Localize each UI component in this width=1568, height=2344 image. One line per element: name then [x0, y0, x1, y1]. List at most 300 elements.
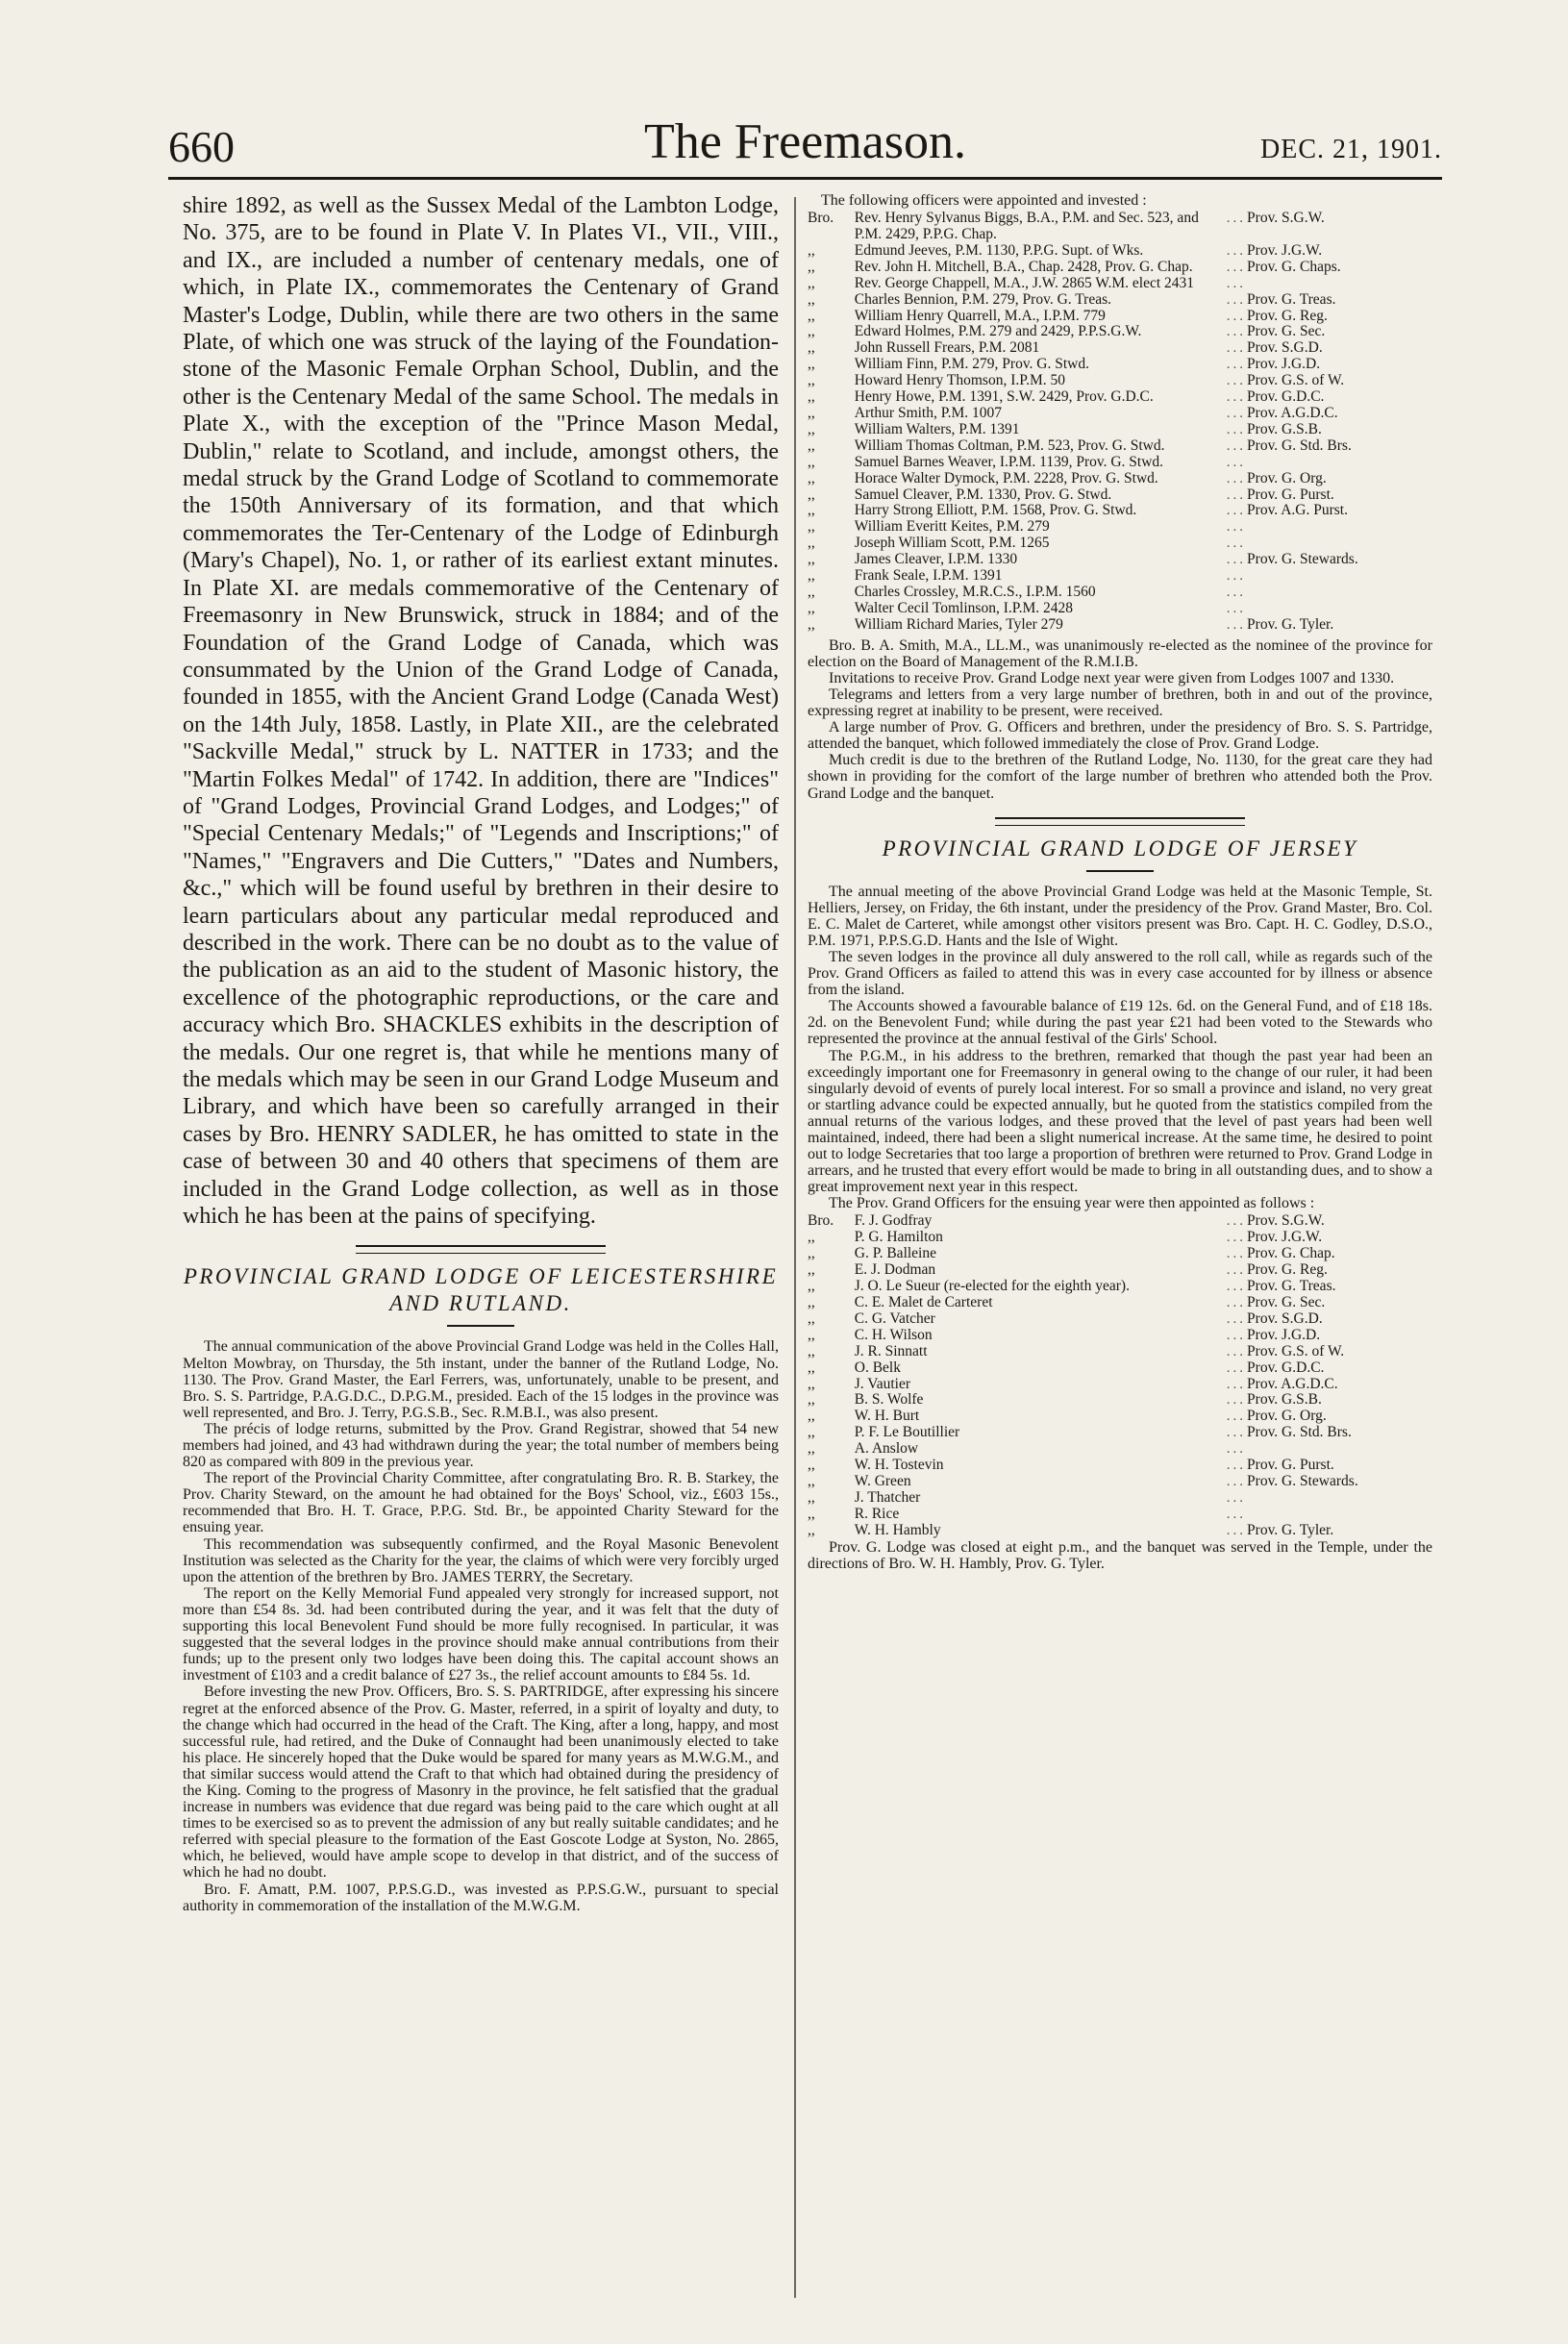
officer-row	[808, 1295, 1432, 1311]
officer-name: Samuel Cleaver, P.M. 1330, Prov. G. Stwd.	[854, 486, 1112, 503]
jersey-heading	[808, 835, 1432, 862]
officer-prefix: ,,	[808, 469, 815, 486]
officer-dots	[1226, 389, 1247, 406]
officers-intro: The following officers were appointed and invested :	[821, 192, 1147, 209]
officer-dots	[1226, 260, 1247, 276]
officer-row	[808, 455, 1432, 471]
officer-dots	[1226, 422, 1247, 438]
leader-dots: ...	[1226, 1262, 1246, 1279]
leader-dots: ...	[1226, 242, 1246, 259]
leader-dots: ...	[1226, 373, 1246, 389]
closing-paragraph: Much credit is due to the brethren of the Rutland Lodge, No. 1130, for the great care they had shown in providing for the comfort of the large number of brethren who attended both the Prov. Grand Lodge and the banquet.	[808, 752, 1432, 802]
officer-name: Charles Crossley, M.R.C.S., I.P.M. 1560	[854, 583, 1096, 600]
officer-row	[808, 601, 1432, 617]
leader-dots: ...	[1226, 1409, 1246, 1425]
officer-dots	[1226, 1377, 1247, 1393]
officer-dots	[1226, 1311, 1247, 1328]
officer-dots	[1226, 519, 1247, 536]
officer-name: J. Vautier	[854, 1375, 911, 1392]
jersey-article	[808, 884, 1432, 1212]
leader-dots: ...	[1226, 357, 1246, 373]
leader-dots: ...	[1226, 1458, 1246, 1474]
officer-name: C. H. Wilson	[854, 1326, 933, 1343]
officer-dots	[1226, 503, 1247, 519]
officer-row	[808, 324, 1432, 340]
officer-dots	[1226, 1279, 1247, 1295]
officer-office: Prov. G. Chaps.	[1247, 258, 1341, 275]
officer-row	[808, 1377, 1432, 1393]
officer-prefix: ,,	[808, 1440, 815, 1458]
officer-office: Prov. J.G.D.	[1247, 356, 1321, 373]
issue-date: DEC. 21, 1901.	[1260, 135, 1442, 164]
leader-dots: ...	[1226, 437, 1246, 454]
jersey-paragraph: The Accounts showed a favourable balance of £19 12s. 6d. on the General Fund, and of £18 18s. 2d. on the Benevolent Fund; while during the past year £21 had been voted to the Stewards who represented the province at the annual festival of the Girls' School.	[808, 998, 1432, 1048]
officer-office: Prov. A.G. Purst.	[1247, 502, 1348, 519]
leader-dots: ...	[1226, 503, 1246, 519]
officer-dots	[1226, 471, 1247, 487]
officer-prefix: ,,	[808, 567, 815, 585]
jersey-paragraph: The seven lodges in the province all duly answered to the roll call, while as regards such of the Prov. Grand Officers as failed to attend this was in every case accounted for by illness or absence from the island.	[808, 948, 1432, 999]
officer-name: F. J. Godfray	[854, 1212, 933, 1230]
leicester-paragraph: The report on the Kelly Memorial Fund appealed very strongly for increased support, not more than £54 8s. 3d. had been contributed during the year, and it was felt that the duty of supporting this local Benevolent Fund should be more fully recognised. In particular, it was suggested that the several lodges in the province should make annual contributions from their funds; up to the present only two lodges have been doing this. The capital account shows an investment of £103 and a credit balance of £27 3s., the relief account amounts to £84 5s. 1d.	[183, 1584, 779, 1684]
officer-row	[808, 1409, 1432, 1425]
leicester-closing	[808, 637, 1432, 802]
officer-office: Prov. G. Treas.	[1247, 1278, 1336, 1295]
officer-prefix: ,,	[808, 1229, 815, 1246]
officer-name: William Thomas Coltman, P.M. 523, Prov. G. Stwd.	[854, 436, 1165, 454]
officer-row	[808, 389, 1432, 406]
jersey-closing	[808, 1539, 1432, 1572]
officer-name: John Russell Frears, P.M. 2081	[854, 339, 1040, 357]
officer-dots	[1226, 536, 1247, 552]
officer-office: Prov. G. Org.	[1247, 469, 1327, 486]
officer-dots	[1226, 1360, 1247, 1377]
officer-row	[808, 292, 1432, 309]
officer-office	[1247, 536, 1432, 552]
officer-prefix: ,,	[808, 615, 815, 633]
closing-paragraph: Bro. B. A. Smith, M.A., LL.M., was unanimously re-elected as the nominee of the province for election on the Board of Management of the R.M.I.B.	[808, 636, 1432, 670]
officer-row	[808, 1458, 1432, 1474]
officer-office: Prov. A.G.D.C.	[1247, 1375, 1338, 1392]
officer-name: Rev. John H. Mitchell, B.A., Chap. 2428, Prov. G. Chap.	[854, 258, 1193, 275]
officer-dots	[1226, 487, 1247, 504]
officer-office: Prov. G. Reg.	[1247, 307, 1328, 324]
heading-underline	[1086, 870, 1154, 872]
leader-dots: ...	[1226, 1230, 1246, 1246]
officer-prefix: ,,	[808, 258, 815, 275]
officer-row	[808, 1344, 1432, 1360]
officer-office: Prov. A.G.D.C.	[1247, 404, 1338, 421]
leader-dots: ...	[1226, 568, 1246, 585]
officer-office: Prov. G. Std. Brs.	[1247, 436, 1352, 454]
section-separator	[995, 817, 1245, 826]
officer-prefix: ,,	[808, 241, 815, 259]
officer-row	[808, 552, 1432, 568]
officer-office: Prov. G. Tyler.	[1247, 615, 1334, 633]
officer-name: Howard Henry Thomson, I.P.M. 50	[854, 372, 1066, 389]
officer-dots	[1226, 1441, 1247, 1458]
leader-dots: ...	[1226, 291, 1246, 308]
officer-office: Prov. G.S.B.	[1247, 1391, 1322, 1409]
officer-name: J. O. Le Sueur (re-elected for the eighth year).	[854, 1278, 1130, 1295]
officer-name: Walter Cecil Tomlinson, I.P.M. 2428	[854, 599, 1074, 616]
officer-office	[1247, 1441, 1432, 1458]
leader-dots: ...	[1226, 1295, 1246, 1310]
officer-office	[1247, 568, 1432, 585]
officer-name: C. G. Vatcher	[854, 1309, 935, 1327]
officer-office: Prov. S.G.W.	[1247, 1212, 1325, 1230]
officer-office: Prov. G.D.C.	[1247, 388, 1325, 406]
leader-dots: ...	[1226, 1213, 1246, 1230]
officer-prefix: ,,	[808, 502, 815, 519]
leader-dots: ...	[1226, 519, 1246, 536]
officer-office: Prov. G. Reg.	[1247, 1261, 1328, 1279]
officer-dots	[1226, 585, 1247, 601]
leicester-heading-line-1: PROVINCIAL GRAND LODGE OF LEICESTERSHIRE	[183, 1264, 779, 1289]
leicester-heading-line-2: AND RUTLAND.	[389, 1291, 572, 1316]
officer-row	[808, 406, 1432, 422]
officer-prefix: ,,	[808, 1521, 815, 1538]
officer-name: J. Thatcher	[854, 1488, 921, 1506]
officer-row	[808, 357, 1432, 373]
officer-name: W. H. Burt	[854, 1408, 920, 1425]
continuation-paragraph: shire 1892, as well as the Sussex Medal of the Lambton Lodge, No. 375, are to be found in Plate V. In Plates VI., VII., VIII., and IX., are included a number of centenary medals, one of which, in Plate IX., commemorates the Centenary of Grand Master's Lodge, Dublin, while there are two others in the same Plate, of which one was struck of the laying of the Foundation-stone of the Masonic Female Orphan School, Dublin, and the other is the Centenary Medal of the same School. The medals in Plate X., with the exception of the "Prince Mason Medal, Dublin," relate to Scotland, and include, amongst others, the medal struck by the Grand Lodge of Scotland to commemorate the 150th Anniversary of its formation, and that which commemorates the Ter-Centenary of the Lodge of Edinburgh (Mary's Chapel), No. 1, or rather of its earliest extant minutes. In Plate XI. are medals commemorative of the Centenary of Freemasonry in New Brunswick, struck in 1884; and of the Foundation of the Grand Lodge of Canada, which was consummated by the Union of the Grand Lodge of Canada, founded in 1855, with the Ancient Grand Lodge (Canada West) on the 14th July, 1858. Lastly, in Plate XII., are the celebrated "Sackville Medal," struck by L. NATTER in 1733; and the "Martin Folkes Medal" of 1742. In addition, there are "Indices" of "Grand Lodges, Provincial Grand Lodges, and Lodges;" of "Special Centenary Medals;" of "Legends and Inscriptions;" of "Names," "Engravers and Die Cutters," "Dates and Numbers, &c.," which will be found useful by brethren in their desire to learn particulars about any particular medal reproduced and described in the work. There can be no doubt as to the value of the publication as an aid to the student of Masonic history, the excellence of the photographic reproductions, or the care and accuracy which Bro. SHACKLES exhibits in the description of the medals. Our one regret is, that while he mentions many of the medals which may be seen in our Grand Lodge Museum and Library, and which have been so carefully arranged in their cases by Bro. HENRY SADLER, he has omitted to state in the case of between 30 and 40 others that specimens of them are included in the Grand Lodge collection, as well as in those which he has been at the pains of specifying.	[183, 193, 779, 1230]
leader-dots: ...	[1226, 324, 1246, 340]
leader-dots: ...	[1226, 1425, 1246, 1441]
officer-prefix: ,,	[808, 1309, 815, 1327]
officer-name: Rev. George Chappell, M.A., J.W. 2865 W.M. elect 2431	[854, 274, 1195, 291]
leader-dots: ...	[1226, 600, 1246, 616]
officer-row	[808, 243, 1432, 260]
officer-name: W. H. Tostevin	[854, 1457, 944, 1474]
officer-prefix: ,,	[808, 307, 815, 324]
officer-office: Prov. G.S. of W.	[1247, 1342, 1345, 1359]
officer-row	[808, 438, 1432, 455]
officer-office: Prov. G.S.B.	[1247, 420, 1322, 437]
jersey-paragraph: The Prov. Grand Officers for the ensuing year were then appointed as follows :	[829, 1195, 1315, 1212]
officer-name: B. S. Wolfe	[854, 1391, 924, 1409]
closing-paragraph: A large number of Prov. G. Officers and brethren, under the presidency of Bro. S. S. Partridge, attended the banquet, which followed immediately the close of Prov. Grand Lodge.	[808, 719, 1432, 753]
officer-prefix: ,,	[808, 420, 815, 437]
officer-row	[808, 1246, 1432, 1262]
leader-dots: ...	[1226, 259, 1246, 275]
officer-office: Prov. G. Sec.	[1247, 323, 1326, 340]
officer-office: Prov. G. Sec.	[1247, 1294, 1326, 1310]
leader-dots: ...	[1226, 536, 1246, 552]
officer-row	[808, 1441, 1432, 1458]
officer-prefix: ,,	[808, 1245, 815, 1262]
officer-prefix: ,,	[808, 436, 815, 454]
officer-name: Samuel Barnes Weaver, I.P.M. 1139, Prov. G. Stwd.	[854, 453, 1164, 470]
officer-name: J. R. Sinnatt	[854, 1342, 928, 1359]
officer-dots	[1226, 1344, 1247, 1360]
officer-dots	[1226, 601, 1247, 617]
officer-name: Horace Walter Dymock, P.M. 2228, Prov. G. Stwd.	[854, 469, 1158, 486]
officer-prefix: ,,	[808, 1472, 815, 1489]
officer-office: Prov. J.G.D.	[1247, 1326, 1321, 1343]
officer-name: James Cleaver, I.P.M. 1330	[854, 551, 1018, 568]
officer-name: Charles Bennion, P.M. 279, Prov. G. Treas.	[854, 290, 1111, 308]
officer-dots	[1226, 1425, 1247, 1441]
officer-row	[808, 260, 1432, 276]
officer-office	[1247, 1507, 1432, 1523]
leader-dots: ...	[1226, 470, 1246, 486]
officer-office: Prov. G. Treas.	[1247, 290, 1336, 308]
officer-prefix: ,,	[808, 1424, 815, 1441]
officer-name: R. Rice	[854, 1505, 900, 1522]
leader-dots: ...	[1226, 1441, 1246, 1458]
officer-dots	[1226, 292, 1247, 309]
officer-prefix: ,,	[808, 1326, 815, 1343]
officer-name: William Walters, P.M. 1391	[854, 420, 1020, 437]
closing-paragraph: Telegrams and letters from a very large number of brethren, both in and out of the province, expressing regret at inability to be present, were received.	[808, 686, 1432, 720]
leader-dots: ...	[1226, 1489, 1246, 1506]
officer-row	[808, 1392, 1432, 1409]
jersey-paragraph: The P.G.M., in his address to the brethren, remarked that though the past year had been an exceedingly important one for Freemasonry in general owing to the change of our ruler, it had been singularly devoid of events of purely local interest. For so small a province and island, no very great or startling advance could be expected annually, but he quoted from the statistics compiled from the annual returns of the various lodges, and these proved that the level of past years had been well maintained, indeed, there had been a slight numerical increase. At the same time, he desired to point out to lodge Secretaries that too large a proportion of brethren were returned to Prov. Grand Lodge in arrears, and he trusted that every effort would be made to bring in all outstanding dues, and to show a great improvement next year in this respect.	[808, 1047, 1432, 1196]
leicester-paragraph: Before investing the new Prov. Officers, Bro. S. S. PARTRIDGE, after expressing his sincere regret at the enforced absence of the Prov. G. Master, referred, in a spirit of loyalty and duty, to the change which had occurred in the head of the Craft. The King, after a long, happy, and most successful rule, had retired, and the Duke of Connaught had been unanimously elected to take his place. He sincerely hoped that the Duke would be spared for many years as M.W.G.M., and that similar success would attend the Craft to that which had obtained during the presidency of the King. Coming to the progress of Masonry in the province, he felt satisfied that the gradual increase in numbers was evidence that due regard was being paid to the care which ought at all times to be exercised so as to prevent the admission of any but really suitable candidates; and he referred with special pleasure to the formation of the East Goscote Lodge at Syston, No. 2865, which, he believed, would have ample scope to develop in that district, and of the success of which he had no doubt.	[183, 1683, 779, 1882]
leicester-heading	[183, 1263, 779, 1317]
article-continuation	[183, 192, 779, 1230]
jersey-officers-list	[808, 1213, 1432, 1538]
leader-dots: ...	[1226, 1310, 1246, 1327]
officer-prefix: ,,	[808, 1488, 815, 1506]
leicester-paragraph: This recommendation was subsequently confirmed, and the Royal Masonic Benevolent Institution was selected as the Charity for the year, the claims of which were very forcibly urged upon the attention of the brethren by Bro. JAMES TERRY, the Secretary.	[183, 1535, 779, 1585]
officer-name: Harry Strong Elliott, P.M. 1568, Prov. G. Stwd.	[854, 502, 1137, 519]
officer-dots	[1226, 1409, 1247, 1425]
officer-prefix: ,,	[808, 1294, 815, 1310]
officer-prefix: ,,	[808, 1359, 815, 1376]
officer-prefix: ,,	[808, 518, 815, 536]
officer-name: A. Anslow	[854, 1440, 919, 1458]
left-column	[183, 192, 779, 1914]
officer-name: William Everitt Keites, P.M. 279	[854, 518, 1050, 536]
officer-prefix: ,,	[808, 404, 815, 421]
officer-row	[808, 1360, 1432, 1377]
officer-prefix: ,,	[808, 583, 815, 600]
officer-row	[808, 373, 1432, 389]
officer-name: Edmund Jeeves, P.M. 1130, P.P.G. Supt. of Wks.	[854, 241, 1144, 259]
officer-office: Prov. G. Purst.	[1247, 1457, 1334, 1474]
officer-dots	[1226, 1490, 1247, 1507]
officer-row	[808, 1262, 1432, 1279]
officer-dots	[1226, 373, 1247, 389]
officer-dots	[1226, 438, 1247, 455]
officer-prefix: ,,	[808, 356, 815, 373]
page-number: 660	[168, 122, 235, 171]
officer-prefix: ,,	[808, 1375, 815, 1392]
officer-dots	[1226, 568, 1247, 585]
officer-office: Prov. S.G.D.	[1247, 1309, 1323, 1327]
officer-row	[808, 422, 1432, 438]
officer-office: Prov. S.G.D.	[1247, 339, 1323, 357]
officer-office: Prov. G. Chap.	[1247, 1245, 1335, 1262]
officer-prefix: ,,	[808, 1505, 815, 1522]
officer-row	[808, 211, 1432, 243]
officer-office: Prov. G.S. of W.	[1247, 372, 1345, 389]
officer-row	[808, 309, 1432, 325]
column-rule	[794, 197, 796, 2298]
leader-dots: ...	[1226, 1522, 1246, 1538]
officer-dots	[1226, 211, 1247, 243]
officer-row	[808, 471, 1432, 487]
officer-dots	[1226, 552, 1247, 568]
officer-name: Joseph William Scott, P.M. 1265	[854, 535, 1050, 552]
officer-row	[808, 1474, 1432, 1490]
officer-prefix: ,,	[808, 535, 815, 552]
officer-office	[1247, 585, 1432, 601]
officer-dots	[1226, 1507, 1247, 1523]
heading-underline	[447, 1325, 514, 1327]
officer-prefix: ,,	[808, 453, 815, 470]
officer-name: William Henry Quarrell, M.A., I.P.M. 779	[854, 307, 1106, 324]
officer-row	[808, 585, 1432, 601]
officer-dots	[1226, 357, 1247, 373]
officer-dots	[1226, 617, 1247, 634]
officer-prefix: ,,	[808, 323, 815, 340]
leicester-paragraph: The annual communication of the above Provincial Grand Lodge was held in the Colles Hall, Melton Mowbray, on Thursday, the 5th instant, under the banner of the Rutland Lodge, No. 1130. The Prov. Grand Master, the Earl Ferrers, was, unfortunately, unable to be present, and Bro. S. S. Partridge, P.A.G.D.C., D.P.G.M., presided. Each of the 15 lodges in the province was well represented, and Bro. J. Terry, P.G.S.B., Sec. R.M.B.I., was also present.	[183, 1338, 779, 1421]
officer-prefix: ,,	[808, 551, 815, 568]
officer-name: William Richard Maries, Tyler 279	[854, 615, 1063, 633]
masthead	[168, 113, 1442, 171]
officer-row	[808, 487, 1432, 504]
leader-dots: ...	[1226, 275, 1246, 291]
officer-row	[808, 1490, 1432, 1507]
officer-prefix: Bro.	[808, 210, 834, 227]
leicester-paragraph: Bro. F. Amatt, P.M. 1007, P.P.S.G.D., was invested as P.P.S.G.W., pursuant to special authority in commemoration of the installation of the M.W.G.M.	[183, 1881, 779, 1914]
publication-title: The Freemason.	[643, 114, 966, 169]
leader-dots: ...	[1226, 308, 1246, 324]
officer-name: Henry Howe, P.M. 1391, S.W. 2429, Prov. G.D.C.	[854, 388, 1154, 406]
leicester-paragraph: The précis of lodge returns, submitted by the Prov. Grand Registrar, showed that 54 new members had joined, and 43 had withdrawn during the year; the total number of members being 820 as compared with 809 in the previous year.	[183, 1420, 779, 1471]
jersey-closing-paragraph: Prov. G. Lodge was closed at eight p.m., and the banquet was served in the Temple, under the directions of Bro. W. H. Hambly, Prov. G. Tyler.	[808, 1538, 1432, 1572]
leader-dots: ...	[1226, 1246, 1246, 1262]
leicester-article	[183, 1338, 779, 1913]
officer-prefix: ,,	[808, 290, 815, 308]
officer-dots	[1226, 1458, 1247, 1474]
officer-office: Prov. J.G.W.	[1247, 241, 1323, 259]
leicester-officers-list	[808, 211, 1432, 634]
officer-dots	[1226, 1213, 1247, 1230]
leicester-paragraph: The report of the Provincial Charity Committee, after congratulating Bro. R. B. Starkey, the Prov. Charity Steward, on the amount he had obtained for the Boys' School, viz., £603 15s., recommended that Bro. H. T. Grace, P.P.G. Std. Br., be appointed Charity Steward for the ensuing year.	[183, 1470, 779, 1536]
closing-paragraph: Invitations to receive Prov. Grand Lodge next year were given from Lodges 1007 and 1330.	[829, 669, 1395, 686]
officer-office	[1247, 601, 1432, 617]
leader-dots: ...	[1226, 1279, 1246, 1295]
leader-dots: ...	[1226, 552, 1246, 568]
officer-office: Prov. J.G.W.	[1247, 1229, 1323, 1246]
officer-dots	[1226, 1523, 1247, 1539]
leader-dots: ...	[1226, 1343, 1246, 1359]
leader-dots: ...	[1226, 389, 1246, 406]
officer-office: Prov. G. Std. Brs.	[1247, 1424, 1352, 1441]
officer-name: Edward Holmes, P.M. 279 and 2429, P.P.S.G.W.	[854, 323, 1142, 340]
officer-prefix: ,,	[808, 1278, 815, 1295]
officer-name: G. P. Balleine	[854, 1245, 936, 1262]
officer-row	[808, 1425, 1432, 1441]
officer-row	[808, 1523, 1432, 1539]
officer-row	[808, 617, 1432, 634]
officer-prefix: ,,	[808, 388, 815, 406]
officer-dots	[1226, 340, 1247, 357]
leader-dots: ...	[1226, 1327, 1246, 1343]
officer-name: Rev. Henry Sylvanus Biggs, B.A., P.M. and Sec. 523, and P.M. 2429, P.P.G. Chap.	[854, 210, 1199, 242]
officer-office: Prov. G. Tyler.	[1247, 1521, 1334, 1538]
leader-dots: ...	[1226, 1392, 1246, 1409]
officer-prefix: ,,	[808, 1408, 815, 1425]
leader-dots: ...	[1226, 616, 1246, 633]
officer-office: Prov. G. Stewards.	[1247, 1472, 1358, 1489]
officer-name: Frank Seale, I.P.M. 1391	[854, 567, 1003, 585]
officer-office	[1247, 455, 1432, 471]
officer-prefix: ,,	[808, 274, 815, 291]
officer-dots	[1226, 406, 1247, 422]
officer-office	[1247, 276, 1432, 292]
officer-prefix: ,,	[808, 372, 815, 389]
header-rule	[168, 177, 1442, 180]
leader-dots: ...	[1226, 1473, 1246, 1489]
jersey-heading-text: PROVINCIAL GRAND LODGE OF JERSEY	[882, 835, 1358, 860]
officer-prefix: ,,	[808, 599, 815, 616]
officer-prefix: Bro.	[808, 1212, 834, 1230]
officer-row	[808, 340, 1432, 357]
officer-name: P. G. Hamilton	[854, 1229, 943, 1246]
officer-dots	[1226, 324, 1247, 340]
officer-dots	[1226, 1246, 1247, 1262]
officer-dots	[1226, 1328, 1247, 1344]
leader-dots: ...	[1226, 1506, 1246, 1522]
officer-dots	[1226, 1230, 1247, 1246]
officer-dots	[1226, 1474, 1247, 1490]
officer-row	[808, 503, 1432, 519]
officer-office	[1247, 519, 1432, 536]
officer-row	[808, 1213, 1432, 1230]
officer-row	[808, 519, 1432, 536]
officer-row	[808, 1328, 1432, 1344]
leader-dots: ...	[1226, 584, 1246, 600]
officer-row	[808, 1230, 1432, 1246]
officer-row	[808, 568, 1432, 585]
officer-office: Prov. S.G.W.	[1247, 210, 1325, 227]
officer-name: E. J. Dodman	[854, 1261, 936, 1279]
officer-dots	[1226, 309, 1247, 325]
leader-dots: ...	[1226, 421, 1246, 437]
officer-office: Prov. G. Org.	[1247, 1408, 1327, 1425]
officer-name: P. F. Le Boutillier	[854, 1424, 960, 1441]
officer-dots	[1226, 243, 1247, 260]
leader-dots: ...	[1226, 405, 1246, 421]
right-column	[808, 192, 1432, 1572]
officer-row	[808, 1311, 1432, 1328]
leader-dots: ...	[1226, 486, 1246, 503]
officer-dots	[1226, 1262, 1247, 1279]
officer-row	[808, 536, 1432, 552]
officer-dots	[1226, 1392, 1247, 1409]
officer-office: Prov. G.D.C.	[1247, 1359, 1325, 1376]
officer-office	[1247, 1490, 1432, 1507]
leader-dots: ...	[1226, 1359, 1246, 1376]
officer-name: W. H. Hambly	[854, 1521, 941, 1538]
officer-name: William Finn, P.M. 279, Prov. G. Stwd.	[854, 356, 1089, 373]
officer-name: W. Green	[854, 1472, 911, 1489]
officer-prefix: ,,	[808, 1342, 815, 1359]
leader-dots: ...	[1226, 454, 1246, 470]
officer-row	[808, 1507, 1432, 1523]
officer-prefix: ,,	[808, 1261, 815, 1279]
officer-office: Prov. G. Purst.	[1247, 486, 1334, 503]
leader-dots: ...	[1226, 1376, 1246, 1392]
officer-dots	[1226, 276, 1247, 292]
officer-prefix: ,,	[808, 486, 815, 503]
officer-name: O. Belk	[854, 1359, 901, 1376]
